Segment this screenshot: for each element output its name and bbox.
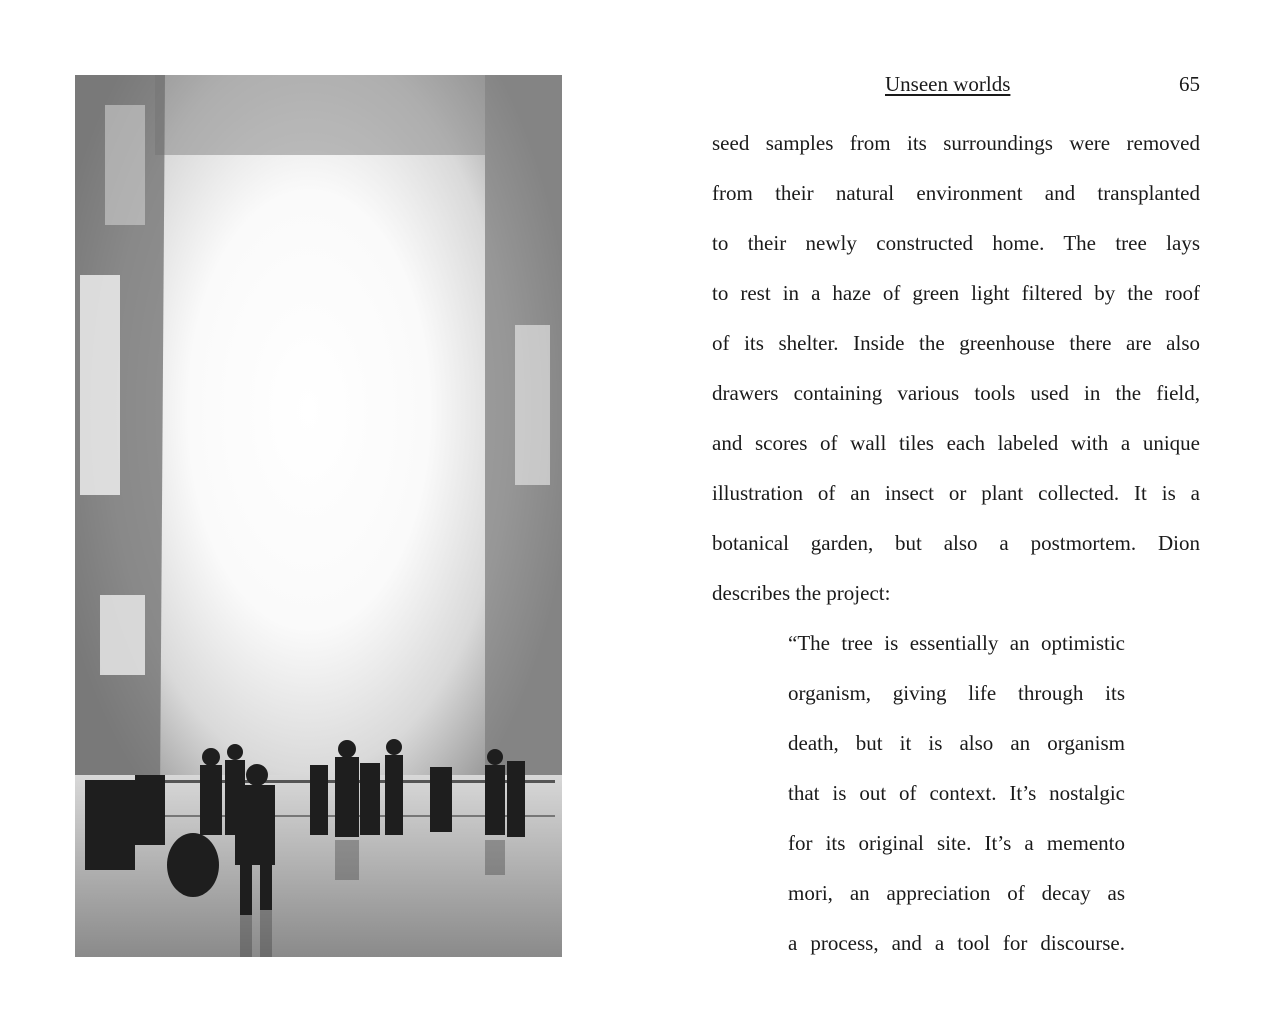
photo-turbine-hall-icon <box>75 75 562 957</box>
quote-line: that is out of context. It’s nostalgic <box>788 781 1125 805</box>
quote-line: organism, giving life through its <box>788 681 1125 705</box>
quote-line: mori, an appreciation of decay as <box>788 881 1125 905</box>
page-header <box>712 72 1200 102</box>
body-paragraph <box>712 118 1200 618</box>
quote-line: “The tree is essentially an optimistic <box>788 631 1125 655</box>
block-quote <box>788 618 1125 968</box>
figure-photo <box>75 75 562 957</box>
text-line: describes the project: <box>712 581 891 605</box>
text-line: illustration of an insect or plant collected. It is a <box>712 481 1200 505</box>
page-number: 65 <box>1179 72 1200 96</box>
quote-line: a process, and a tool for discourse. <box>788 931 1125 955</box>
text-line: and scores of wall tiles each labeled with a unique <box>712 431 1200 455</box>
text-line: seed samples from its surroundings were removed <box>712 131 1200 155</box>
text-line: to rest in a haze of green light filtered by the roof <box>712 281 1200 305</box>
text-line: drawers containing various tools used in the field, <box>712 381 1200 405</box>
text-line: from their natural environment and transplanted <box>712 181 1200 205</box>
text-line: botanical garden, but also a postmortem. Dion <box>712 531 1200 555</box>
text-line: to their newly constructed home. The tree lays <box>712 231 1200 255</box>
quote-line: for its original site. It’s a memento <box>788 831 1125 855</box>
quote-line: death, but it is also an organism <box>788 731 1125 755</box>
running-title: Unseen worlds <box>885 72 1011 96</box>
text-line: of its shelter. Inside the greenhouse there are also <box>712 331 1200 355</box>
